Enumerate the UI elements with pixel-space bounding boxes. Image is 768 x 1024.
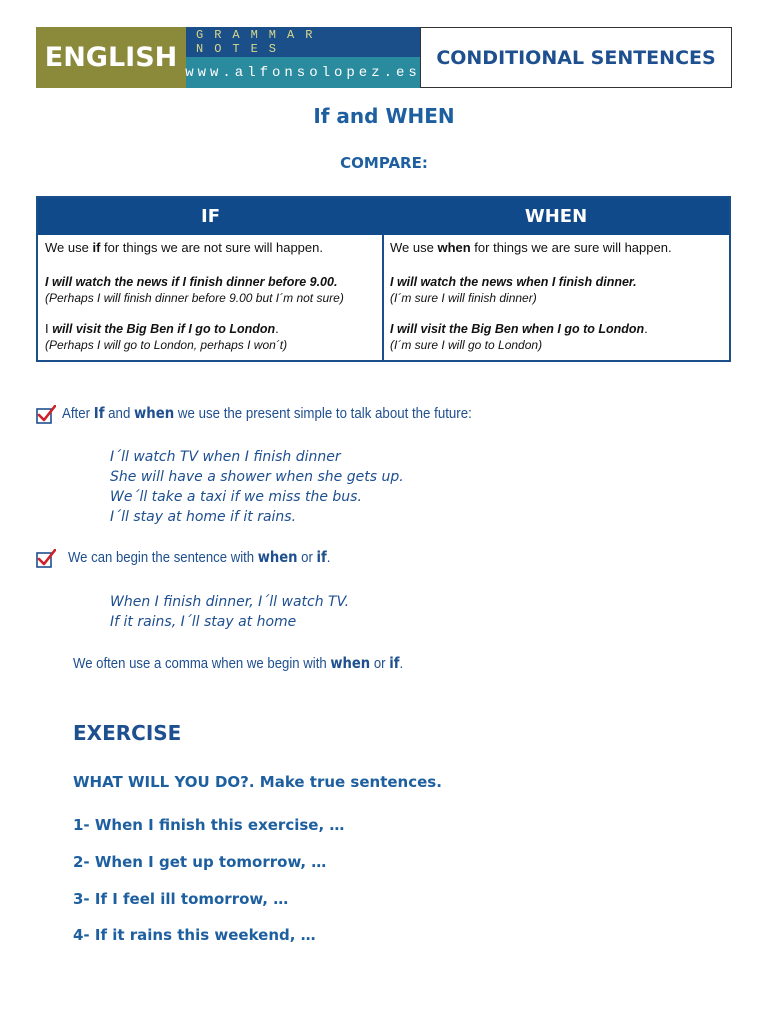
rule-comma — [73, 654, 403, 672]
rule3-post: . — [399, 655, 404, 672]
if-example-2 — [45, 321, 380, 337]
rule3-keyword-if: if — [389, 654, 400, 672]
when-intro — [390, 240, 725, 256]
example-line: I´ll stay at home if it rains. — [110, 509, 297, 525]
exercise-heading: EXERCISE — [73, 721, 182, 745]
when-example-2-note: (I´m sure I will go to London) — [390, 338, 543, 352]
rule2-mid: or — [297, 549, 317, 566]
exercise-instruction: WHAT WILL YOU DO?. Make true sentences. — [73, 773, 442, 791]
website-link[interactable]: www.alfonsolopez.es — [186, 57, 420, 88]
example-line: If it rains, I´ll stay at home — [110, 614, 297, 630]
rule-present-simple — [62, 404, 472, 422]
compare-table — [36, 196, 731, 362]
example-line: We´ll take a taxi if we miss the bus. — [110, 489, 362, 505]
example-line: She will have a shower when she gets up. — [110, 469, 404, 485]
if-example-1: I will watch the news if I finish dinner before 9.00. — [45, 275, 338, 289]
rule2-keyword-if: if — [316, 548, 327, 566]
if-intro — [45, 240, 380, 256]
if-keyword: if — [92, 240, 101, 255]
brand-label: ENGLISH — [36, 27, 186, 88]
rule1-keyword-when: when — [134, 404, 175, 422]
if-example-2-note: (Perhaps I will go to London, perhaps I won´t) — [45, 338, 288, 352]
rule1-examples — [110, 447, 404, 527]
rule2-post: . — [326, 549, 331, 566]
series-label: GRAMMAR NOTES — [186, 27, 420, 57]
rule2-keyword-when: when — [257, 548, 298, 566]
when-keyword: when — [437, 240, 471, 255]
compare-label: COMPARE: — [340, 154, 428, 172]
rule1-pre: After — [62, 405, 94, 422]
rule1-mid: and — [104, 405, 135, 422]
checkbox-checked-icon — [36, 405, 56, 424]
checkbox-checked-icon — [36, 549, 56, 568]
if-intro-rest: for things we are not sure will happen. — [100, 240, 323, 255]
if-example-1-note: (Perhaps I will finish dinner before 9.00 but I´m not sure) — [45, 291, 344, 305]
column-heading-when: WHEN — [524, 206, 588, 227]
column-divider — [382, 235, 384, 360]
when-example-2 — [390, 321, 725, 337]
if-example-2-bold: will visit the Big Ben if I go to London — [52, 322, 276, 336]
rule2-examples — [110, 592, 349, 632]
rule3-pre: We often use a comma when we begin with — [73, 655, 331, 672]
rule3-mid: or — [370, 655, 390, 672]
when-example-2-bold: I will visit the Big Ben when I go to London — [390, 322, 645, 336]
rule2-pre: We can begin the sentence with — [68, 549, 258, 566]
example-line: When I finish dinner, I´ll watch TV. — [110, 594, 350, 610]
rule1-keyword-if: If — [93, 404, 105, 422]
cell-when — [390, 240, 725, 353]
when-intro-text: We use — [390, 240, 438, 255]
table-header — [38, 198, 729, 235]
rule-sentence-order — [68, 548, 330, 566]
exercise-item: 1- When I finish this exercise, … — [73, 816, 345, 834]
page-header — [36, 27, 732, 88]
when-example-1: I will watch the news when I finish dinner. — [390, 275, 637, 289]
cell-if — [45, 240, 380, 353]
topic-title: CONDITIONAL SENTENCES — [420, 27, 732, 88]
rule1-post: we use the present simple to talk about the future: — [174, 405, 472, 422]
when-example-2-end: . — [644, 321, 648, 336]
exercise-item: 4- If it rains this weekend, … — [73, 926, 316, 944]
when-intro-rest: for things we are sure will happen. — [470, 240, 672, 255]
if-intro-text: We use — [45, 240, 93, 255]
rule3-keyword-when: when — [330, 654, 371, 672]
exercise-item: 2- When I get up tomorrow, … — [73, 853, 327, 871]
if-example-2-end: . — [275, 321, 279, 336]
example-line: I´ll watch TV when I finish dinner — [110, 449, 341, 465]
page-title: If and WHEN — [313, 104, 455, 128]
exercise-item: 3- If I feel ill tomorrow, … — [73, 890, 289, 908]
brand-strip — [186, 27, 420, 88]
if-example-2-pre: I — [45, 321, 53, 336]
column-heading-if: IF — [201, 206, 220, 227]
when-example-1-note: (I´m sure I will finish dinner) — [390, 291, 537, 305]
